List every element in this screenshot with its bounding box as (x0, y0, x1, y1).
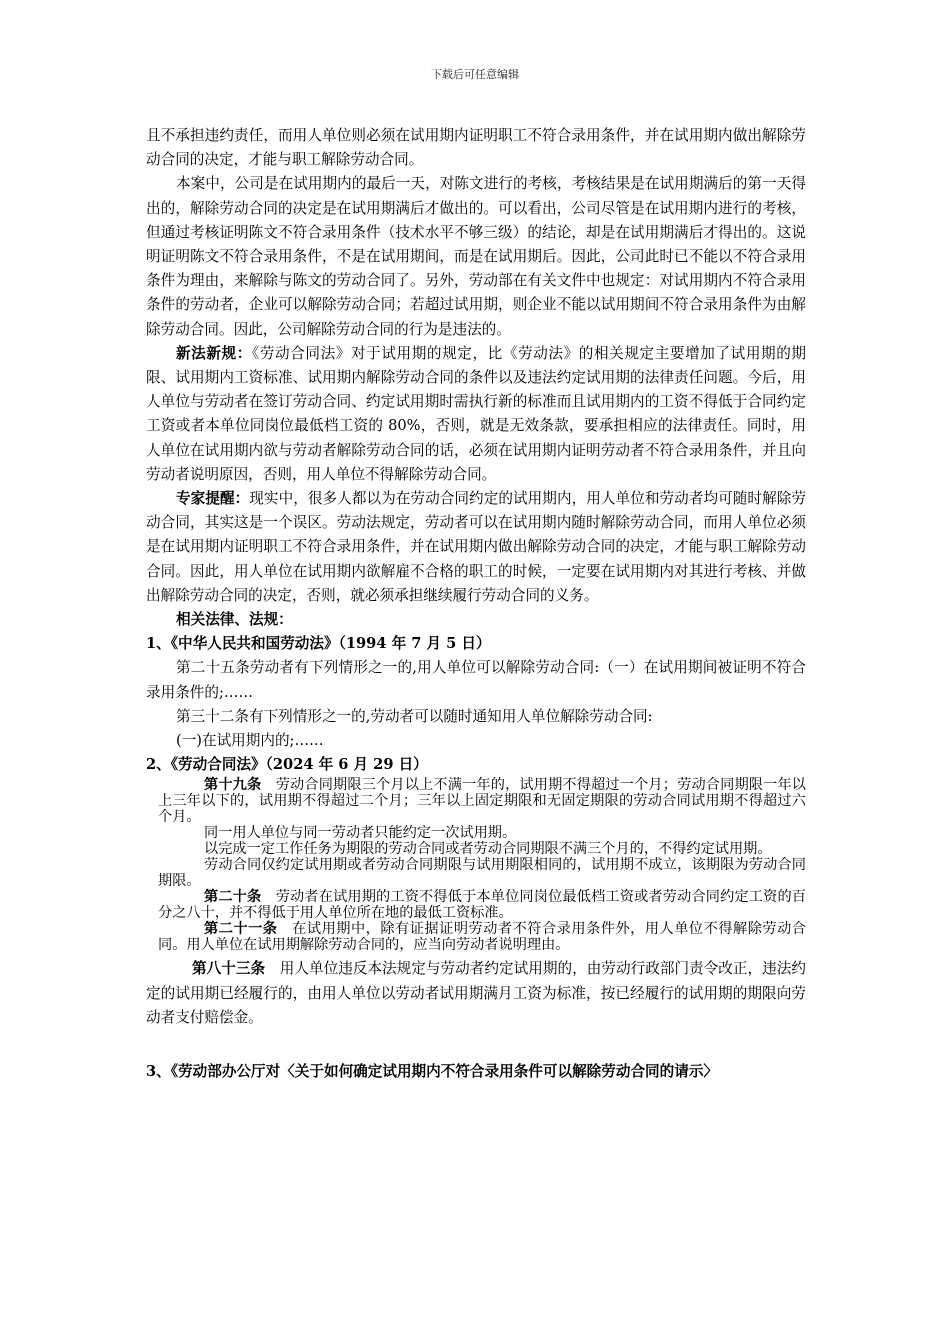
page-header: 下载后可任意编辑 (431, 68, 519, 81)
law2-article-19-para4: 劳动合同仅约定试用期或者劳动合同期限与试用期限相同的，试用期不成立，该期限为劳动合同期限。 (158, 857, 806, 890)
law2-article-19 (158, 777, 806, 825)
law2-title: 2、《劳动合同法》（2024 年 6 月 29 日） (146, 756, 428, 774)
article-83-label: 第八十三条 (192, 960, 266, 978)
article-20-label: 第二十条 (204, 889, 262, 906)
law2-article-20 (158, 889, 806, 921)
law2-articles (146, 777, 806, 953)
paragraph-case-analysis: 本案中，公司是在试用期内的最后一天，对陈文进行的考核，考核结果是在试用期满后的第一天得出的，解除劳动合同的决定是在试用期满后才做出的。可以看出，公司尽管是在试用期内进行的考核，但通过考核证明陈文不符合录用条件（技术水平不够三级）的结论，却是在试用期满后才得出的。这说明证明陈文不符合录用条件，不是在试用期间，而是在试用期后。因此，公司此时已不能以不符合录用条件为理由，来解除与陈文的劳动合同了。另外，劳动部在有关文件中也规定：对试用期内不符合录用条件的劳动者，企业可以解除劳动合同；若超过试用期，则企业不能以试用期间不符合录用条件为由解除劳动合同。因此，公司解除劳动合同的行为是违法的。 (146, 175, 806, 338)
law1-article-25: 第二十五条劳动者有下列情形之一的,用人单位可以解除劳动合同:（一）在试用期间被证明不符合录用条件的;…… (146, 659, 806, 701)
paragraph-1: 且不承担违约责任，而用人单位则必须在试用期内证明职工不符合录用条件，并在试用期内做出解除劳动合同的决定，才能与职工解除劳动合同。 (146, 127, 806, 169)
document-body (146, 124, 806, 1084)
law2-article-83 (146, 957, 806, 1030)
law1-title: 1、《中华人民共和国劳动法》（1994 年 7 月 5 日） (146, 635, 491, 653)
article-19-text: 劳动合同期限三个月以上不满一年的，试用期不得超过一个月；劳动合同期限一年以上三年以下的，试用期不得超过二个月；三年以上固定期限和无固定期限的劳动合同试用期不得超过六个月。 (158, 777, 806, 826)
article-21-text: 在试用期中，除有证据证明劳动者不符合录用条件外，用人单位不得解除劳动合同。用人单位在试用期解除劳动合同的，应当向劳动者说明理由。 (158, 921, 806, 954)
law2-article-21 (158, 921, 806, 953)
law1-article-32: 第三十二条有下列情形之一的,劳动者可以随时通知用人单位解除劳动合同: (176, 707, 653, 725)
paragraph-new-law (146, 342, 806, 487)
expert-tip-text: 现实中，很多人都以为在劳动合同约定的试用期内，用人单位和劳动者均可随时解除劳动合同，其实这是一个误区。劳动法规定，劳动者可以在试用期内随时解除劳动合同，而用人单位必须是在试用期内证明职工不符合录用条件，并在试用期内做出解除劳动合同的决定，才能与职工解除劳动合同。因此，用人单位在试用期内欲解雇不合格的职工的时候，一定要在试用期内对其进行考核、并做出解除劳动合同的决定，否则，就必须承担继续履行劳动合同的义务。 (146, 490, 806, 604)
new-law-text: 《劳动合同法》对于试用期的规定，比《劳动法》的相关规定主要增加了试用期的期限、试用期内工资标准、试用期内解除劳动合同的条件以及违法约定试用期的法律责任问题。今后，用人单位与劳动者在签订劳动合同、约定试用期时需执行新的标准而且试用期内的工资不得低于合同约定工资或者本单位同岗位最低档工资的 80%，否则，就是无效条款，要承担相应的法律责任。同时，用人单位在试用期内欲与劳动者解除劳动合同的话，必须在试用期内证明劳动者不符合录用条件，并且向劳动者说明原因，否则，用人单位不得解除劳动合同。 (146, 344, 806, 483)
article-21-label: 第二十一条 (204, 921, 278, 938)
article-83-text: 用人单位违反本法规定与劳动者约定试用期的，由劳动行政部门责令改正，违法约定的试用期已经履行的，由用人单位以劳动者试用期满月工资为标准，按已经履行的试用期的期限向劳动者支付赔偿金。 (146, 960, 806, 1026)
article-20-text: 劳动者在试用期的工资不得低于本单位同岗位最低档工资或者劳动合同约定工资的百分之八十，并不得低于用人单位所在地的最低工资标准。 (158, 889, 806, 922)
new-law-label: 新法新规： (176, 344, 252, 362)
law1-article-32-item: (一)在试用期内的;…… (176, 732, 324, 750)
law3-title: 3、《劳动部办公厅对〈关于如何确定试用期内不符合录用条件可以解除劳动合同的请示〉 (146, 1063, 719, 1081)
law2-article-19-para2: 同一用人单位与同一劳动者只能约定一次试用期。 (204, 825, 517, 842)
paragraph-expert-tip (146, 487, 806, 608)
law2-article-19-para3: 以完成一定工作任务为期限的劳动合同或者劳动合同期限不满三个月的，不得约定试用期。 (204, 841, 772, 858)
expert-tip-label: 专家提醒： (176, 490, 250, 508)
related-laws-heading: 相关法律、法规： (176, 611, 293, 629)
article-19-label: 第十九条 (204, 777, 262, 794)
